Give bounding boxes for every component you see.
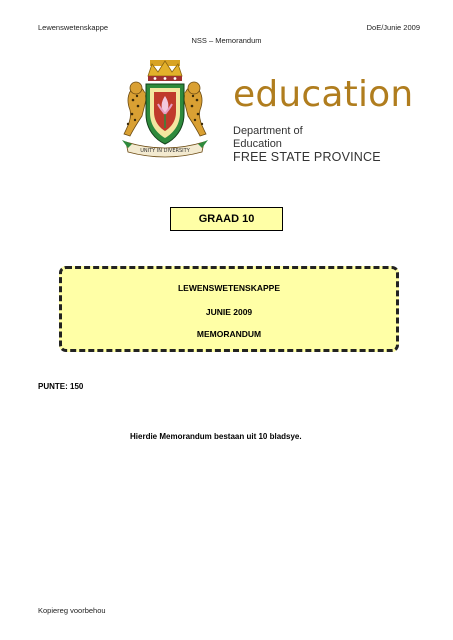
header-left: Lewenswetenskappe bbox=[38, 23, 109, 32]
grade-box bbox=[170, 207, 283, 231]
crown-icon bbox=[148, 60, 182, 81]
grade-label: GRAAD 10 bbox=[198, 213, 255, 225]
page-count-note: Hierdie Memorandum bestaan uit 10 bladsye. bbox=[130, 432, 302, 441]
document-type: MEMORANDUM bbox=[196, 329, 262, 339]
coat-of-arms-icon bbox=[108, 56, 222, 168]
department-line-1: Department of bbox=[233, 125, 303, 137]
department-line-2: Education bbox=[233, 138, 282, 150]
title-box bbox=[59, 266, 399, 352]
shield-icon bbox=[146, 84, 184, 144]
footer-copyright: Kopiereg voorbehou bbox=[38, 606, 106, 615]
department-line-3: FREE STATE PROVINCE bbox=[233, 150, 381, 164]
crest-motto: UNITY IN DIVERSITY bbox=[140, 148, 190, 154]
subject-title: LEWENSWETENSKAPPE bbox=[177, 283, 280, 293]
header-right: DoE/Junie 2009 bbox=[366, 23, 420, 32]
exam-date: JUNIE 2009 bbox=[205, 307, 253, 317]
header-center: NSS – Memorandum bbox=[191, 36, 262, 45]
total-marks: PUNTE: 150 bbox=[38, 382, 84, 391]
logo-wordmark: education bbox=[233, 74, 414, 115]
